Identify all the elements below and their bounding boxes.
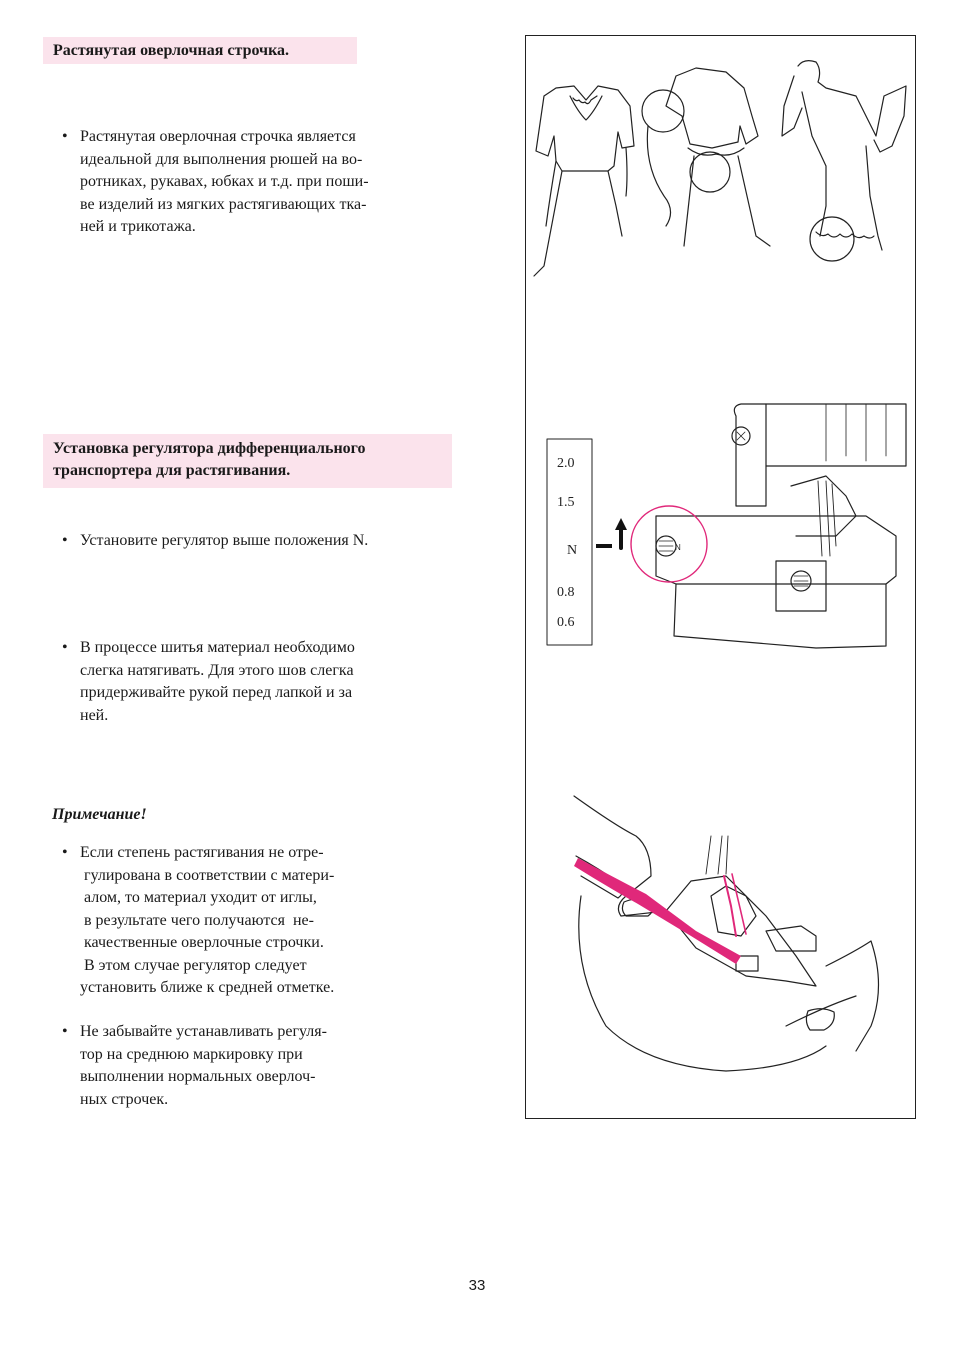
stretched-seam-strip (574, 858, 741, 964)
machine-thread-cover (766, 404, 906, 466)
skirt-lines (534, 171, 622, 276)
knob-detail (737, 432, 745, 440)
text-line: ве изделий из мягких растягивающих тка- (80, 195, 367, 213)
illustration-panel (525, 35, 916, 1119)
text-line: слегка натягивать. Для этого шов слегка (80, 661, 354, 679)
text-line: ней и трикотажа. (80, 218, 196, 235)
note-title: Примечание! (52, 806, 147, 823)
needle-plate (736, 926, 816, 971)
skirt-lines-2 (684, 156, 770, 246)
text-line: ротниках, рукавах, юбках и т.д. при поши- (80, 173, 369, 190)
text-line: Если степень растягивания не отре- (80, 844, 324, 861)
right-hand-outline (826, 941, 879, 1051)
machine-needle-bars (706, 836, 728, 874)
scale-label: 0.8 (557, 585, 575, 600)
serger-machine (631, 404, 906, 648)
section-heading-differential-feed (43, 434, 452, 488)
hands-and-fabric (574, 796, 879, 1071)
text-line: Не забывайте устанавливать регуля- (80, 1023, 327, 1040)
scale-label: 0.6 (557, 615, 575, 630)
text-line: ных строчек. (80, 1090, 169, 1108)
dress-outline (798, 61, 906, 152)
text-line: Установите регулятор выше положения N. (80, 532, 369, 549)
text-line: установить ближе к средней отметке. (80, 979, 335, 996)
right-fingernail (806, 1009, 834, 1030)
text-line: Растянутая оверлочная строчка является (80, 128, 356, 145)
left-hand-top (574, 796, 666, 916)
machine-upper-left (734, 404, 766, 506)
dial-ridges (659, 541, 673, 551)
right-finger (786, 996, 856, 1026)
paragraph-set-dial (60, 530, 460, 553)
needles (818, 481, 836, 556)
text-line: алом, то материал уходит от иглы, (80, 889, 317, 906)
detail-circle-peplum (690, 152, 730, 192)
peplum-ruffle (688, 148, 744, 155)
dress-side (866, 146, 882, 250)
text-line: идеальной для выполнения рюшей на во- (80, 150, 363, 168)
page-number: 33 (468, 1277, 486, 1294)
scale-label: 2.0 (557, 456, 575, 471)
bullet: • (62, 1023, 68, 1040)
dial-highlight-circle (631, 506, 707, 582)
paragraph-note-2 (60, 1021, 460, 1111)
text-line: тор на среднюю маркировку при (80, 1045, 303, 1063)
garment-sketches (534, 61, 906, 276)
text-line: В этом случае регулятор следует (80, 956, 307, 974)
up-arrow-head-icon (615, 518, 627, 530)
arm-line-2 (647, 126, 670, 226)
presser-foot (711, 886, 756, 936)
bullet: • (62, 128, 68, 145)
scale-label: N (567, 543, 578, 558)
thread-guides (826, 404, 886, 461)
section-heading-stretched-overlock: Растянутая оверлочная строчка. (43, 37, 357, 64)
heading-line: Установка регулятора дифференциального (53, 440, 366, 457)
bullet: • (62, 532, 68, 549)
dial-mark-label: N (675, 543, 681, 552)
detail-circle-hem (810, 217, 854, 261)
feed-scale (547, 439, 627, 645)
text-line: выполнении нормальных оверлоч- (80, 1068, 316, 1085)
text-line: ней. (80, 706, 109, 724)
blouse-outline (536, 86, 634, 171)
ruffled-hem (816, 232, 874, 238)
text-line: в результате чего получаются не- (80, 911, 314, 929)
paragraph-stretched-overlock (60, 126, 460, 239)
text-line: гулирована в соответствии с матери- (80, 866, 335, 884)
scale-pointer (596, 544, 612, 548)
scale-label: 1.5 (557, 495, 575, 510)
paragraph-note-1 (60, 842, 460, 1000)
machine-base (674, 584, 886, 648)
text-line: В процессе шитья материал необходимо (80, 639, 355, 656)
text-line: качественные оверлочные строчки. (80, 934, 324, 951)
text-line: придерживайте рукой перед лапкой и за (80, 684, 353, 701)
ruffle-detail (573, 96, 597, 104)
bullet: • (62, 844, 68, 861)
paragraph-stretch-fabric (60, 637, 460, 727)
heading-line: транспортера для растягивания. (53, 462, 291, 479)
presser-area (791, 476, 856, 536)
bullet: • (62, 639, 68, 656)
illustration-svg (526, 36, 917, 1120)
peplum-top-outline (666, 68, 758, 148)
dress-body (782, 76, 826, 236)
left-hand-palm (579, 896, 826, 1071)
